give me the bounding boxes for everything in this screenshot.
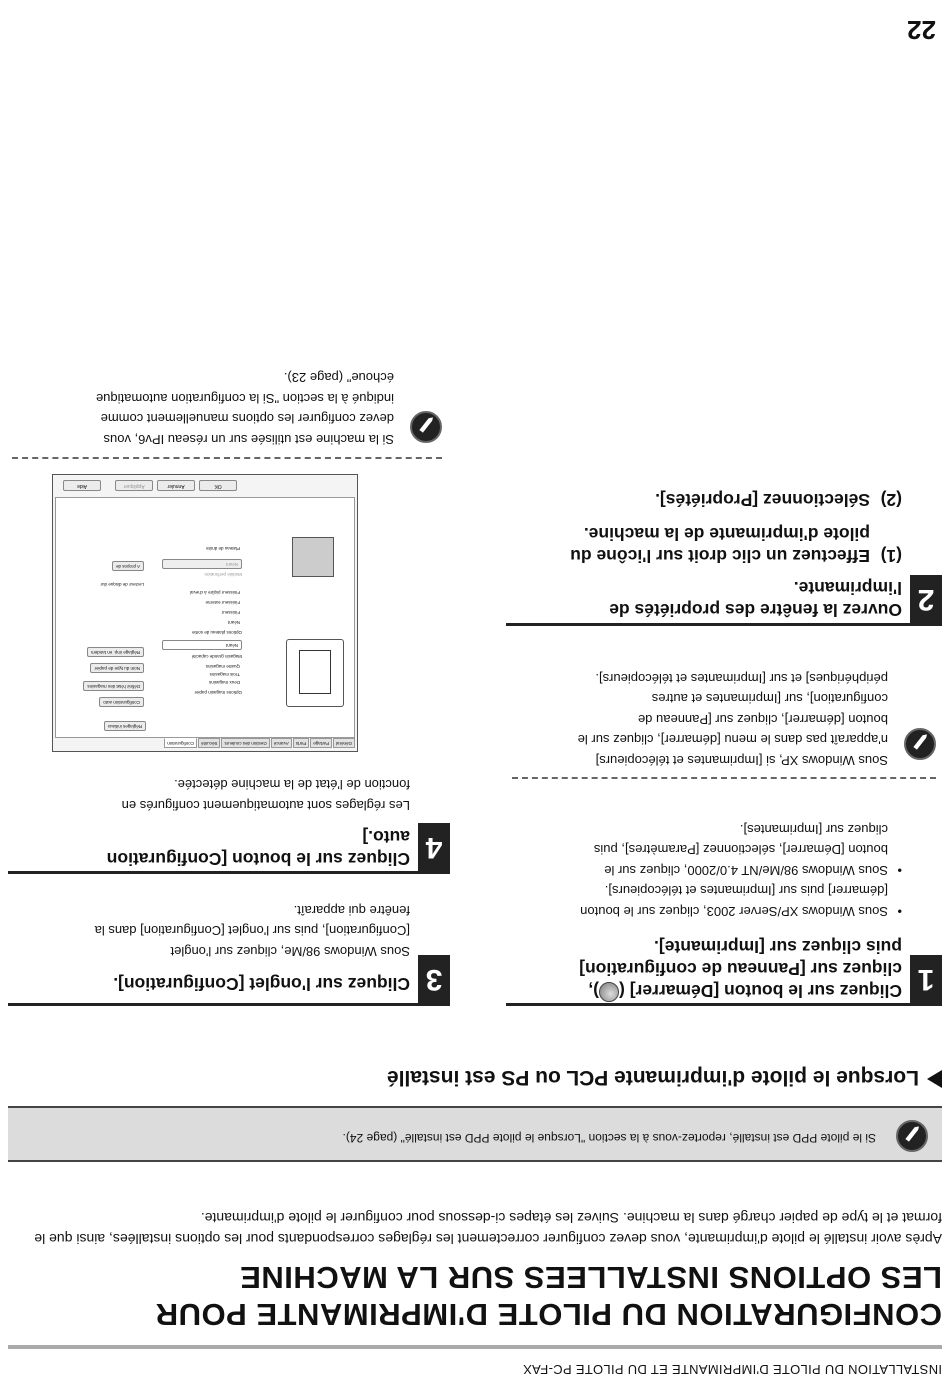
punch-module-label: Module perforation — [204, 572, 242, 577]
note-line: bouton [démarrer], cliquez sur [Panneau de — [637, 712, 888, 727]
set-tray-status-button[interactable]: Définir l'état des magasins — [83, 681, 144, 691]
large-capacity-tray-select[interactable]: Néant — [162, 640, 242, 650]
step-3-body — [8, 900, 410, 962]
step-3-title: Cliquez sur l'onglet [Configuration]. — [113, 974, 410, 994]
bullet-1-line: Sous Windows XP/Server 2003, cliquez sur le bouton — [580, 904, 888, 919]
printer-preview-icon — [286, 639, 344, 707]
bullet-2-line: Sous Windows 98/Me/NT 4.0/2000, cliquez sur le — [604, 863, 888, 878]
step-1-note — [508, 668, 888, 771]
right-tray-checkbox[interactable]: Plateau de droite — [205, 546, 240, 551]
large-capacity-tray-label: Magasin grande capacité — [191, 654, 242, 659]
pencil-note-icon — [896, 1120, 928, 1152]
paper-type-name-button[interactable]: Nom du type de papier — [90, 663, 144, 673]
bullet-2-line: cliquez sur [Imprimantes]. — [739, 822, 888, 837]
dialog-tab-bar — [55, 738, 355, 748]
step-1-title-c: cliquez sur [Panneau de configuration] — [579, 959, 902, 979]
step-1-title-a: Cliquez sur le bouton [Démarrer] ( — [619, 981, 902, 1001]
note-line: échoue" (page 23). — [283, 370, 394, 386]
step-1-title — [506, 936, 902, 1002]
bullet-1-line: [démarrer] puis sur [Imprimantes et télécopieurs]. — [604, 883, 888, 899]
note-line: Sous Windows XP, si [Imprimantes et télécopieurs] — [595, 753, 888, 768]
tandem-print-button[interactable]: Réglage imp. en tandem — [87, 647, 144, 657]
substep-1-line-b: pilote d'imprimante de la machine. — [583, 524, 870, 544]
pencil-note-icon — [904, 728, 936, 760]
substep-1-number: (1) — [880, 546, 902, 566]
body-line: Sous Windows 98/Me, cliquez sur l'onglet — [170, 944, 410, 959]
step-3-number: 3 — [418, 955, 450, 1003]
step-4-rule — [8, 871, 450, 874]
body-line: [Configuration], puis sur l'onglet [Configuration] dans la — [94, 923, 410, 939]
ok-button[interactable]: OK — [199, 480, 237, 491]
tab-color-management[interactable]: Gestion des couleurs — [221, 738, 269, 748]
bullet-dot-icon: • — [897, 904, 902, 919]
substep-1-line-a: Effectuez un clic droit sur l'icône du — [570, 546, 870, 566]
paper-tray-options-label: Options magasin papier — [194, 690, 242, 695]
printer-properties-dialog-screenshot — [52, 474, 358, 752]
intro-paragraph: Après avoir installé le pilote d'imprimante, vous devez configurer correctement les réglages correspondants pour les options installées, ainsi que le format et le type de papier chargé dans la machine. Suivez les étapes ci-dessous pour configurer le pilote d'imprimante. — [34, 1210, 942, 1247]
tray-option-4[interactable]: Quatre magasins — [205, 664, 240, 669]
step-2-substep-2 — [506, 489, 902, 511]
step-4-body — [8, 774, 410, 815]
section-subheading-text: Lorsque le pilote d'imprimante PCL ou PS est installé — [386, 1066, 919, 1089]
step-1-title-d: puis cliquez sur [Imprimante]. — [654, 937, 902, 957]
step-4-divider — [12, 457, 442, 459]
hard-disk-checkbox[interactable]: Lecteur de disque dur — [100, 582, 144, 587]
section-subheading — [387, 1065, 942, 1089]
step-2-title-b: l'imprimante. — [793, 578, 902, 598]
step-2-number: 2 — [910, 575, 942, 623]
page-title — [8, 1259, 942, 1333]
running-header: INSTALLATION DU PILOTE D'IMPRIMANTE ET DU PILOTE PC-FAX — [522, 1362, 942, 1377]
step-1-bullet-1 — [506, 880, 902, 921]
step-3-rule — [8, 1003, 450, 1006]
note-line: indiqué à la section "Si la configuration automatique — [95, 391, 394, 406]
step-1-title-b: ), — [588, 981, 600, 1001]
header-rule — [8, 1345, 942, 1349]
output-option-saddle-finisher[interactable]: Finisseur piqûre à cheval — [189, 590, 240, 595]
tab-ports[interactable]: Ports — [293, 738, 310, 748]
ppd-note-text: Si le pilote PPD est installé, reportez-vous à la section "Lorsque le pilote PPD est installé" (page 24). — [342, 1131, 876, 1145]
apply-button[interactable]: Appliquer — [115, 480, 153, 491]
note-line: devez configurer les options manuellement comme — [100, 411, 394, 427]
start-orb-icon — [599, 982, 619, 1002]
step-2-title-a: Ouvrez la fenêtre des propriétés de — [609, 600, 902, 620]
tab-advanced[interactable]: Avancé — [271, 738, 292, 748]
step-4-number: 4 — [418, 823, 450, 871]
note-line: configuration], sur [Imprimantes et autres — [651, 691, 888, 707]
substep-2-number: (2) — [880, 490, 902, 510]
step-1-rule — [506, 1003, 942, 1006]
step-1-number: 1 — [910, 955, 942, 1003]
pencil-note-icon — [410, 411, 442, 443]
help-button[interactable]: Aide — [63, 480, 101, 491]
page-title-line-1: CONFIGURATION DU PILOTE D'IMPRIMANTE POUR — [155, 1297, 942, 1332]
step-2-title — [506, 577, 902, 621]
configuration-panel — [55, 497, 355, 738]
bullet-dot-icon: • — [897, 863, 902, 878]
note-line: périphériques] et sur [Imprimantes et télécopieurs]. — [595, 671, 888, 686]
substep-2-line: Sélectionnez [Propriétés]. — [655, 490, 870, 510]
triangle-bullet-icon — [927, 1070, 942, 1088]
step-2-rule — [506, 623, 942, 626]
tray-option-3[interactable]: Trois magasins — [209, 672, 240, 677]
tab-configuration[interactable]: Configuration — [164, 738, 197, 748]
initial-settings-button[interactable]: Réglages initiaux — [104, 721, 146, 731]
step-2-substep-1 — [506, 523, 902, 567]
body-line: fonction de l'état de la machine détectée. — [174, 777, 410, 793]
printer-machine-icon — [292, 537, 334, 577]
note-line: n'apparaît pas dans le menu [démarrer], cliquez sur le — [577, 732, 888, 748]
bullet-2-line: bouton [Démarrer], sélectionnez [Paramètres], puis — [593, 842, 888, 858]
step-4-note — [8, 367, 394, 449]
step-1-bullet-list — [506, 819, 902, 922]
note-line: Si la machine est utilisée sur un réseau IPv6, vous — [103, 432, 394, 447]
cancel-button[interactable]: Annuler — [157, 480, 195, 491]
output-tray-options-label: Options plateau de sortie — [191, 630, 242, 635]
output-option-none[interactable]: Néant — [227, 620, 240, 625]
step-1-bullet-2 — [506, 819, 902, 881]
about-button[interactable]: A propos de — [112, 561, 144, 571]
body-line: fenêtre qui apparaît. — [293, 903, 410, 918]
step-4-title-a: Cliquez sur le bouton [Configuration — [106, 849, 410, 869]
tab-security[interactable]: Sécurité — [198, 738, 221, 748]
page-number: 22 — [907, 15, 936, 45]
punch-module-select[interactable]: Néant — [162, 559, 242, 569]
output-option-external-finisher[interactable]: Finisseur externe — [205, 600, 240, 605]
output-option-finisher[interactable]: Finisseur — [221, 610, 240, 615]
step-1-divider — [512, 777, 936, 779]
step-4-title-b: auto.] — [362, 827, 410, 847]
tab-general[interactable]: Général — [333, 738, 355, 748]
page-title-line-2: LES OPTIONS INSTALLEES SUR LA MACHINE — [239, 1260, 942, 1295]
body-line: Les réglages sont automatiquement configurés en — [121, 798, 410, 813]
tray-option-2[interactable]: Deux magasins — [208, 680, 240, 685]
ppd-note-bar — [8, 1106, 942, 1162]
auto-configuration-button[interactable]: Configuration auto — [99, 697, 144, 707]
tab-sharing[interactable]: Partage — [310, 738, 332, 748]
step-4-title — [8, 826, 410, 870]
